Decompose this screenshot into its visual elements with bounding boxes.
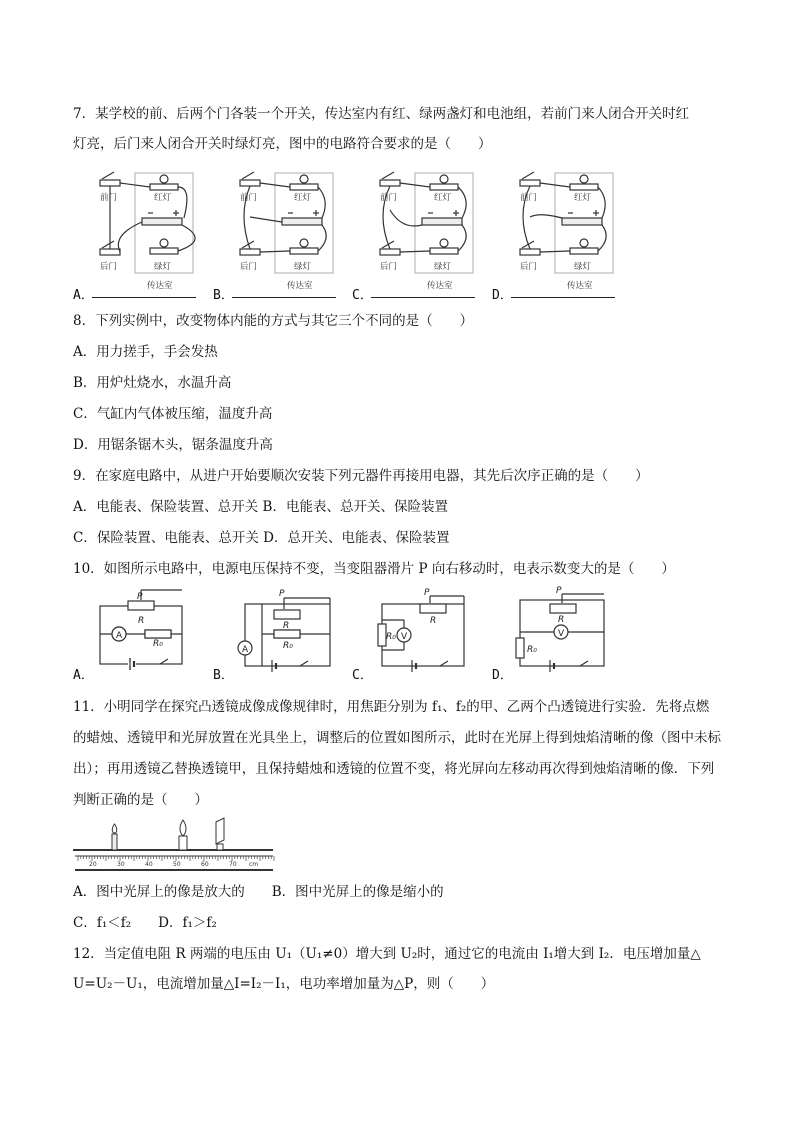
q10-circuit-diagrams xyxy=(0,586,794,685)
q11-tick-unit: cm xyxy=(249,861,259,868)
q7-option-a-label: A． xyxy=(73,288,94,303)
q11-tick-70: 70 xyxy=(229,861,237,868)
q11-tick-20: 20 xyxy=(89,861,97,868)
q12-stem-line1: 12．当定值电阻 R 两端的电压由 U₁（U₁≠0）增大到 U₂时，通过它的电流由 I₁增大到 I₂．电压增加量△ xyxy=(73,946,701,962)
green-lamp-label: 绿灯 xyxy=(574,262,592,272)
q11-stem: 11．小明同学在探究凸透镜成像成像规律时，用焦距分别为 f₁、f₂的甲、乙两个凸透镜进行实验．先将点燃的蜡烛、透镜甲和光屏放置在光具坐上，调整后的位置如图所示，此时在光屏上得到烛焰清晰的像（图中未标出）；再用透镜乙替换透镜甲，且保持蜡烛和透镜的位置不变，将光屏向左移动再次得到烛焰清晰的像．下列判断正确的是（ ） xyxy=(73,699,721,808)
q7-circuit-diagrams xyxy=(0,0,794,300)
q7-option-b-blank xyxy=(232,296,336,298)
q12-stem-line2: U=U₂－U₁，电流增加量△I=I₂－I₁，电功率增加量为△P，则（ ） xyxy=(73,976,495,992)
q7-circuit-a xyxy=(100,172,195,273)
front-door-label: 前门 xyxy=(100,193,118,203)
q10-option-d-label: D． xyxy=(492,668,513,683)
q7-stem-line2: 灯亮，后门来人闭合开关时绿灯亮，图中的电路符合要求的是（ ） xyxy=(73,136,492,152)
q10-b-ammeter-label: A xyxy=(242,645,249,655)
q10-c-p-label: P xyxy=(424,588,430,598)
q7-circuit-b xyxy=(240,172,333,273)
q10-circuit-b xyxy=(238,598,330,672)
q10-d-r-label: R xyxy=(558,615,565,625)
q10-stem: 10．如图所示电路中，电源电压保持不变，当变阻器滑片 P 向右移动时，电表示数变大的是（ ） xyxy=(73,561,675,577)
room-label: 传达室 xyxy=(427,281,453,291)
q8-option-a: A．用力搓手，手会发热 xyxy=(73,344,218,360)
q10-b-r0-label: R₀ xyxy=(283,641,293,651)
q11-tick-50: 50 xyxy=(173,861,181,868)
green-lamp-label: 绿灯 xyxy=(434,262,452,272)
q11-options-line1: A．图中光屏上的像是放大的 B．图中光屏上的像是缩小的 xyxy=(73,884,444,900)
q10-c-r-label: R xyxy=(430,616,437,626)
room-label: 传达室 xyxy=(567,281,593,291)
q11-optical-bench xyxy=(73,818,278,873)
room-label: 传达室 xyxy=(147,281,173,291)
q11-tick-60: 60 xyxy=(201,861,209,868)
red-lamp-label: 红灯 xyxy=(154,193,172,203)
q8-option-c: C．气缸内气体被压缩，温度升高 xyxy=(73,406,273,422)
q7-circuit-c xyxy=(380,172,473,273)
q11-options-line2: C．f₁＜f₂ D．f₁＞f₂ xyxy=(73,915,217,931)
front-door-label: 前门 xyxy=(380,193,398,203)
q9-stem: 9．在家庭电路中，从进户开始要顺次安装下列元器件再接用电器，其先后次序正确的是（ ） xyxy=(73,468,649,484)
q7-option-d-blank xyxy=(511,296,615,298)
q7-option-d-label: D． xyxy=(492,288,513,303)
red-lamp-label: 红灯 xyxy=(294,193,312,203)
red-lamp-label: 红灯 xyxy=(434,193,452,203)
red-lamp-label: 红灯 xyxy=(574,193,592,203)
room-label: 传达室 xyxy=(287,281,313,291)
front-door-label: 前门 xyxy=(240,193,258,203)
q8-option-b: B．用炉灶烧水，水温升高 xyxy=(73,375,232,391)
q10-a-p-label: P xyxy=(137,592,143,602)
q8-stem: 8．下列实例中，改变物体内能的方式与其它三个不同的是（ ） xyxy=(73,313,474,329)
q8-option-d: D．用锯条锯木头，锯条温度升高 xyxy=(73,437,273,453)
q10-c-r0-label: R₀ xyxy=(386,632,396,642)
q10-option-c-label: C． xyxy=(352,668,373,683)
q10-d-voltmeter-label: V xyxy=(558,629,565,639)
q10-option-a-label: A． xyxy=(73,668,94,683)
q10-a-ammeter-label: A xyxy=(116,631,123,641)
back-door-label: 后门 xyxy=(100,262,118,272)
back-door-label: 后门 xyxy=(380,262,398,272)
q10-option-b-label: B． xyxy=(213,668,234,683)
q9-options-line1: A．电能表、保险装置、总开关 B．电能表、总开关、保险装置 xyxy=(73,499,448,515)
q10-circuit-a xyxy=(100,590,182,670)
back-door-label: 后门 xyxy=(240,262,258,272)
q10-a-r-label: R xyxy=(138,616,145,626)
q7-option-b-label: B． xyxy=(213,288,234,303)
q11-tick-30: 30 xyxy=(117,861,125,868)
q10-a-r0-label: R₀ xyxy=(153,639,163,649)
q10-b-r-label: R xyxy=(283,621,290,631)
q7-circuit-d xyxy=(520,172,613,273)
q7-option-c-label: C． xyxy=(352,288,373,303)
green-lamp-label: 绿灯 xyxy=(154,262,172,272)
back-door-label: 后门 xyxy=(520,262,538,272)
q7-stem-line1: 7．某学校的前、后两个门各装一个开关，传达室内有红、绿两盏灯和电池组，若前门来人闭合开关时红 xyxy=(73,106,690,122)
q10-b-p-label: P xyxy=(279,589,285,599)
q10-d-p-label: P xyxy=(556,586,562,596)
q9-options-line2: C．保险装置、电能表、总开关 D．总开关、电能表、保险装置 xyxy=(73,530,450,546)
front-door-label: 前门 xyxy=(520,193,538,203)
q10-c-voltmeter-label: V xyxy=(401,632,408,642)
q7-option-a-blank xyxy=(92,296,196,298)
q10-d-r0-label: R₀ xyxy=(527,645,537,655)
q7-option-c-blank xyxy=(371,296,475,298)
green-lamp-label: 绿灯 xyxy=(294,262,312,272)
q11-tick-40: 40 xyxy=(145,861,153,868)
